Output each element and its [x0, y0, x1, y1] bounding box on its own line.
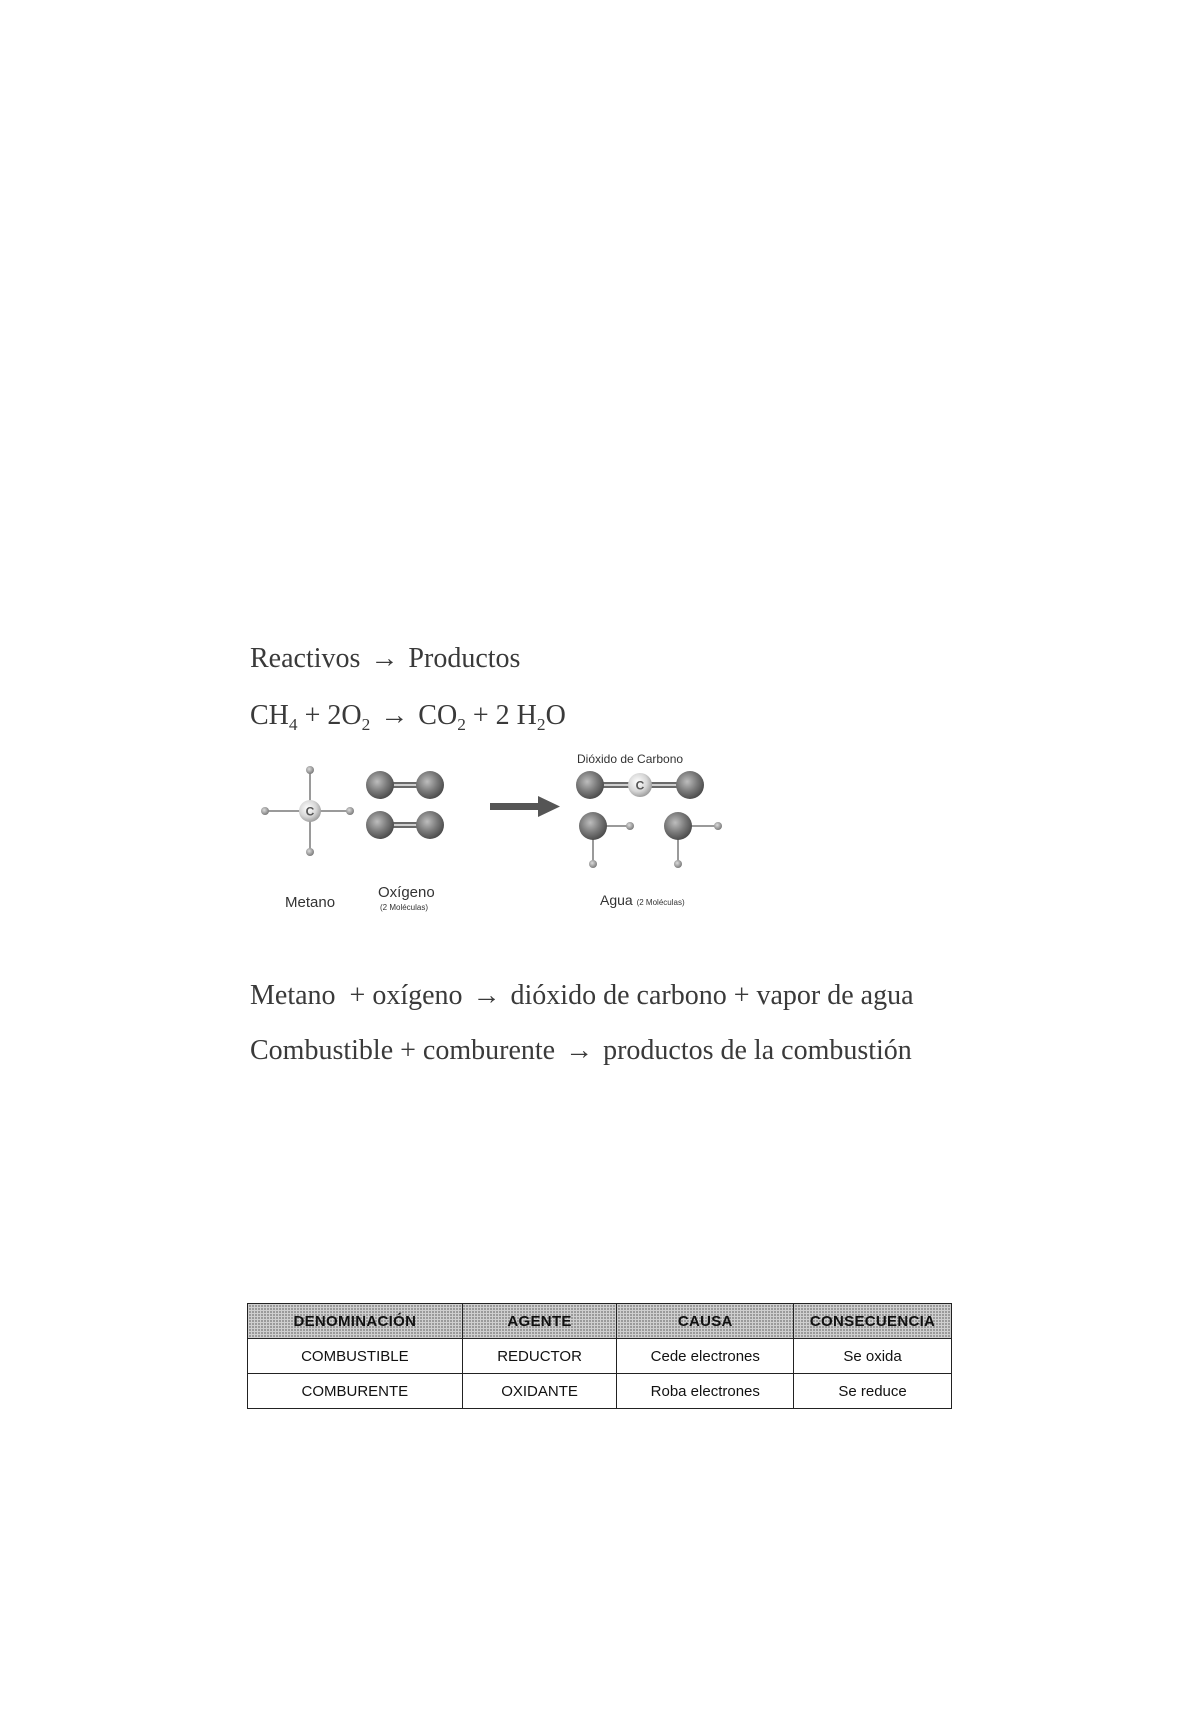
table-cell: Se oxida	[794, 1339, 952, 1374]
hydrogen-atom-icon	[346, 807, 354, 815]
table-cell: REDUCTOR	[462, 1339, 617, 1374]
hydrogen-atom-icon	[626, 822, 634, 830]
combustible-text: Combustible + comburente	[250, 1035, 556, 1066]
oxygen-atom-icon	[664, 812, 692, 840]
hydrogen-atom-icon	[589, 860, 597, 868]
header-causa: CAUSA	[617, 1304, 794, 1339]
header-denominacion: DENOMINACIÓN	[248, 1304, 463, 1339]
hydrogen-atom-icon	[261, 807, 269, 815]
header-consecuencia: CONSECUENCIA	[794, 1304, 952, 1339]
table-row	[248, 1374, 952, 1409]
water-molecules	[579, 812, 722, 868]
combustion-products-text: productos de la combustión	[603, 1035, 912, 1066]
subscript: 2	[457, 715, 466, 735]
arrow-icon: →	[380, 700, 409, 731]
hydrogen-atom-icon	[306, 766, 314, 774]
arrow-icon: →	[472, 980, 501, 1011]
hydrogen-atom-icon	[674, 860, 682, 868]
oxygen-atom-icon	[366, 811, 394, 839]
agua-text: Agua	[600, 892, 633, 908]
subscript: 2	[536, 715, 546, 735]
table-cell: COMBUSTIBLE	[248, 1339, 463, 1374]
formula-h: + 2 H	[472, 700, 537, 731]
chemical-equation	[250, 700, 566, 735]
header-agente: AGENTE	[462, 1304, 617, 1339]
atom-symbol: C	[305, 804, 315, 819]
hydrogen-atom-icon	[306, 848, 314, 856]
oxygen-atom-icon	[579, 812, 607, 840]
molecule-diagram	[250, 752, 730, 930]
metano-oxigeno-text: Metano + oxígeno	[250, 980, 463, 1011]
oxygen-molecules	[366, 771, 444, 839]
productos-text: Productos	[408, 643, 521, 674]
table-cell: OXIDANTE	[462, 1374, 617, 1409]
word-equation	[250, 980, 914, 1012]
formula-co: CO	[418, 700, 458, 731]
dioxido-label: Dióxido de Carbono	[577, 752, 684, 766]
table-cell: Se reduce	[794, 1374, 952, 1409]
methane-molecule	[261, 766, 354, 856]
metano-label: Metano	[285, 894, 336, 911]
formula-o: O	[545, 700, 566, 731]
subscript: 2	[361, 715, 371, 735]
reaction-arrow-icon	[490, 796, 560, 817]
co2-molecule	[576, 771, 704, 799]
reactivos-text: Reactivos	[250, 643, 361, 674]
table-row	[248, 1339, 952, 1374]
hydrogen-atom-icon	[714, 822, 722, 830]
combustion-equation	[250, 1035, 912, 1067]
formula-ch: CH	[250, 700, 289, 731]
oxygen-atom-icon	[366, 771, 394, 799]
arrow-icon: →	[370, 643, 399, 674]
redox-table	[247, 1303, 952, 1409]
oxigeno-label: Oxígeno	[378, 884, 435, 901]
atom-symbol: C	[635, 778, 645, 793]
table-cell: Cede electrones	[617, 1339, 794, 1374]
table-cell: COMBURENTE	[248, 1374, 463, 1409]
oxygen-atom-icon	[676, 771, 704, 799]
agua-label	[600, 892, 685, 908]
equation-words	[250, 643, 520, 675]
formula-o2: + 2O	[304, 700, 362, 731]
agua-sublabel: (2 Moléculas)	[636, 898, 685, 907]
oxygen-atom-icon	[576, 771, 604, 799]
subscript: 4	[288, 715, 298, 735]
oxigeno-sublabel: (2 Moléculas)	[380, 903, 429, 912]
table-header-row	[248, 1304, 952, 1339]
productos-text: dióxido de carbono + vapor de agua	[510, 980, 914, 1011]
arrow-icon: →	[565, 1035, 594, 1066]
oxygen-atom-icon	[416, 771, 444, 799]
oxygen-atom-icon	[416, 811, 444, 839]
table-cell: Roba electrones	[617, 1374, 794, 1409]
